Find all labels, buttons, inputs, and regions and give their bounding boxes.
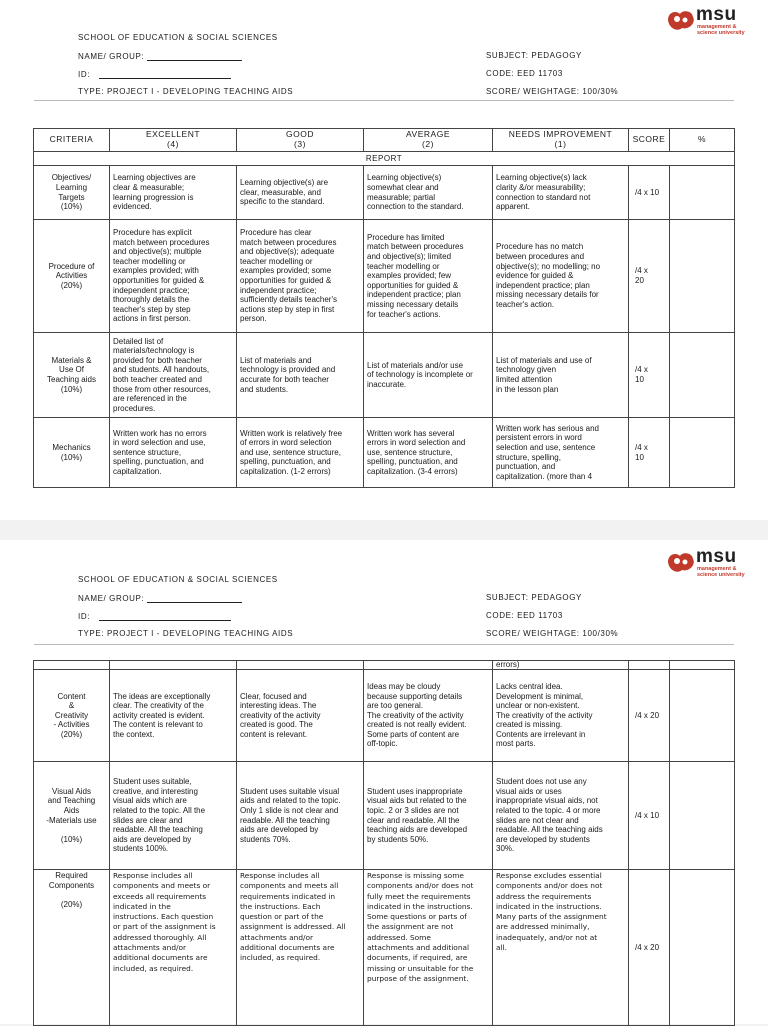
- table-row: [34, 670, 735, 762]
- excellent-cell: Student uses suitable, creative, and interesting visual aids which are related to the topic. All the slides are clear and readable. All the teaching aids are developed by students 100%.: [110, 762, 237, 870]
- name-group-field: NAME/ GROUP:: [78, 593, 242, 603]
- table-row: [34, 418, 735, 488]
- average-cell: Procedure has limited match between procedures and objective(s); limited teacher modelling or examples provided; few opportunities for guided & independent practice; plan missing necessary details for teacher's actions.: [364, 220, 493, 333]
- excellent-cell: Detailed list of materials/technology is provided for both teacher and students. All handouts, both teacher created and those from other resources, are referenced in the procedures.: [110, 333, 237, 418]
- excellent-cell: Procedure has explicit match between procedures and objective(s); multiple teacher modelling or examples provided; with opportunities for guided & independent practice; thoroughly details the teacher's step by step actions in first person.: [110, 220, 237, 333]
- msu-logo-icon: [666, 8, 696, 32]
- criteria-cell: Visual Aids and Teaching Aids -Materials use (10%): [34, 762, 110, 870]
- header-rule: [34, 100, 734, 101]
- score-cell: /4 x 10: [629, 418, 670, 488]
- needs-improvement-cell: Learning objective(s) lack clarity &/or measurability; connection to standard not apparent.: [493, 166, 629, 220]
- course-code: CODE: EED 11703: [486, 69, 563, 78]
- percent-cell: [670, 220, 735, 333]
- needs-improvement-cell: Lacks central idea. Development is minimal, unclear or non-existent. The creativity of the activity created is missing. Contents are irrelevant in most parts.: [493, 670, 629, 762]
- course-code: CODE: EED 11703: [486, 611, 563, 620]
- header-rule: [34, 644, 734, 645]
- criteria-cell: Procedure of Activities (20%): [34, 220, 110, 333]
- carry-over-text: errors): [493, 661, 629, 670]
- average-cell: Ideas may be cloudy because supporting details are too general. The creativity of the activity created is not really evident. Some parts of content are off-topic.: [364, 670, 493, 762]
- id-blank[interactable]: [99, 611, 231, 621]
- score-cell: /4 x 20: [629, 220, 670, 333]
- percent-cell: [670, 166, 735, 220]
- table-header-row: [34, 129, 735, 152]
- msu-logo-word: msu: [696, 4, 737, 25]
- rubric-table-1: [33, 128, 735, 488]
- carry-over-row: [34, 661, 735, 670]
- percent-cell: [670, 870, 735, 1026]
- good-cell: List of materials and technology is provided and accurate for both teacher and students.: [237, 333, 364, 418]
- average-cell: Learning objective(s) somewhat clear and measurable; partial connection to the standard.: [364, 166, 493, 220]
- school-name: SCHOOL OF EDUCATION & SOCIAL SCIENCES: [78, 33, 278, 42]
- good-cell: Response includes all components and meets all requirements indicated in the instructions. Each question or part of the assignment is addressed. All attachments and/or additional documents are included, as required.: [237, 870, 364, 1026]
- score-cell: /4 x 10: [629, 333, 670, 418]
- criteria-cell: Objectives/ Learning Targets (10%): [34, 166, 110, 220]
- table-row: [34, 220, 735, 333]
- average-cell: Student uses inappropriate visual aids but related to the topic. 2 or 3 slides are not clear and readable. All the teaching aids are developed by students 50%.: [364, 762, 493, 870]
- report-band: REPORT: [34, 152, 735, 166]
- msu-logo-word: msu: [696, 546, 737, 567]
- average-cell: Written work has several errors in word selection and use, sentence structure, spelling, punctuation, and capitalization. (3-4 errors): [364, 418, 493, 488]
- excellent-cell: The ideas are exceptionally clear. The creativity of the activity created is evident. The content is relevant to the context.: [110, 670, 237, 762]
- col-percent: %: [670, 129, 735, 152]
- good-cell: Learning objective(s) are clear, measurable, and specific to the standard.: [237, 166, 364, 220]
- score-cell: /4 x 20: [629, 870, 670, 1026]
- average-cell: Response is missing some components and/or does not fully meet the requirements indicated in the instructions. Some questions or parts of the assignment are not addressed. Some attachments and additional documents, if required, are missing or unsuitable for the purpose of the assignment.: [364, 870, 493, 1026]
- criteria-cell: Required Components (20%): [34, 870, 110, 1026]
- good-cell: Procedure has clear match between procedures and objective(s); adequate teacher modelling or examples provided; some opportunities for guided & independent practice; sufficiently details teacher's actions step by step in first person.: [237, 220, 364, 333]
- criteria-cell: Materials & Use Of Teaching aids (10%): [34, 333, 110, 418]
- assignment-type: TYPE: PROJECT I - DEVELOPING TEACHING AIDS: [78, 87, 294, 96]
- needs-improvement-cell: Response excludes essential components and/or does not address the requirements indicated in the instructions. Many parts of the assignment are addressed minimally, inadequately, and/or not at all.: [493, 870, 629, 1026]
- needs-improvement-cell: Student does not use any visual aids or uses inappropriate visual aids, not related to the topic. 4 or more slides are not clear and readable. All the teaching aids are developed by students 30%.: [493, 762, 629, 870]
- excellent-cell: Learning objectives are clear & measurable; learning progression is evidenced.: [110, 166, 237, 220]
- percent-cell: [670, 762, 735, 870]
- subject: SUBJECT: PEDAGOGY: [486, 593, 582, 602]
- excellent-cell: Written work has no errors in word selection and use, sentence structure, spelling, punctuation, and capitalization.: [110, 418, 237, 488]
- msu-logo: [666, 546, 758, 580]
- col-good: GOOD (3): [237, 129, 364, 152]
- rubric-table-2: [33, 660, 735, 1026]
- excellent-cell: Response includes all components and meets or exceeds all requirements indicated in the instructions. Each question or part of the assignment is addressed thoroughly. All attachments and/or additional documents are included, as required.: [110, 870, 237, 1026]
- table-row: [34, 166, 735, 220]
- id-blank[interactable]: [99, 69, 231, 79]
- msu-logo-subtitle: management & science university: [697, 24, 745, 36]
- good-cell: Written work is relatively free of errors in word selection and use, sentence structure, spelling, punctuation, and capitalization. (1-2 errors): [237, 418, 364, 488]
- subject: SUBJECT: PEDAGOGY: [486, 51, 582, 60]
- col-needs-improvement: NEEDS IMPROVEMENT (1): [493, 129, 629, 152]
- table-row: [34, 333, 735, 418]
- col-excellent: EXCELLENT (4): [110, 129, 237, 152]
- percent-cell: [670, 333, 735, 418]
- id-field: ID:: [78, 69, 231, 79]
- score-weightage: SCORE/ WEIGHTAGE: 100/30%: [486, 87, 619, 96]
- score-cell: /4 x 20: [629, 670, 670, 762]
- needs-improvement-cell: Procedure has no match between procedures and objective(s); no modelling; no evidence for guided & independent practice; plan missing necessary details for teacher's action.: [493, 220, 629, 333]
- msu-logo: [666, 4, 758, 38]
- id-field: ID:: [78, 611, 231, 621]
- assignment-type: TYPE: PROJECT I - DEVELOPING TEACHING AIDS: [78, 629, 294, 638]
- name-group-field: NAME/ GROUP:: [78, 51, 242, 61]
- score-cell: /4 x 10: [629, 166, 670, 220]
- table-row: [34, 870, 735, 1026]
- name-group-blank[interactable]: [147, 51, 242, 61]
- table-row: [34, 762, 735, 870]
- criteria-cell: Mechanics (10%): [34, 418, 110, 488]
- good-cell: Student uses suitable visual aids and related to the topic. Only 1 slide is not clear and readable. All the teaching aids are developed by students 70%.: [237, 762, 364, 870]
- col-average: AVERAGE (2): [364, 129, 493, 152]
- score-weightage: SCORE/ WEIGHTAGE: 100/30%: [486, 629, 619, 638]
- rubric-page-2: [0, 540, 768, 1024]
- score-cell: /4 x 10: [629, 762, 670, 870]
- good-cell: Clear, focused and interesting ideas. The creativity of the activity created is good. The content is relevant.: [237, 670, 364, 762]
- needs-improvement-cell: Written work has serious and persistent errors in word selection and use, sentence structure, spelling, punctuation, and capitalization. (more than 4: [493, 418, 629, 488]
- average-cell: List of materials and/or use of technology is incomplete or inaccurate.: [364, 333, 493, 418]
- school-name: SCHOOL OF EDUCATION & SOCIAL SCIENCES: [78, 575, 278, 584]
- msu-logo-icon: [666, 550, 696, 574]
- needs-improvement-cell: List of materials and use of technology given limited attention in the lesson plan: [493, 333, 629, 418]
- criteria-cell: Content & Creativity - Activities (20%): [34, 670, 110, 762]
- percent-cell: [670, 418, 735, 488]
- col-score: SCORE: [629, 129, 670, 152]
- name-group-blank[interactable]: [147, 593, 242, 603]
- col-criteria: CRITERIA: [34, 129, 110, 152]
- msu-logo-subtitle: management & science university: [697, 566, 745, 578]
- percent-cell: [670, 670, 735, 762]
